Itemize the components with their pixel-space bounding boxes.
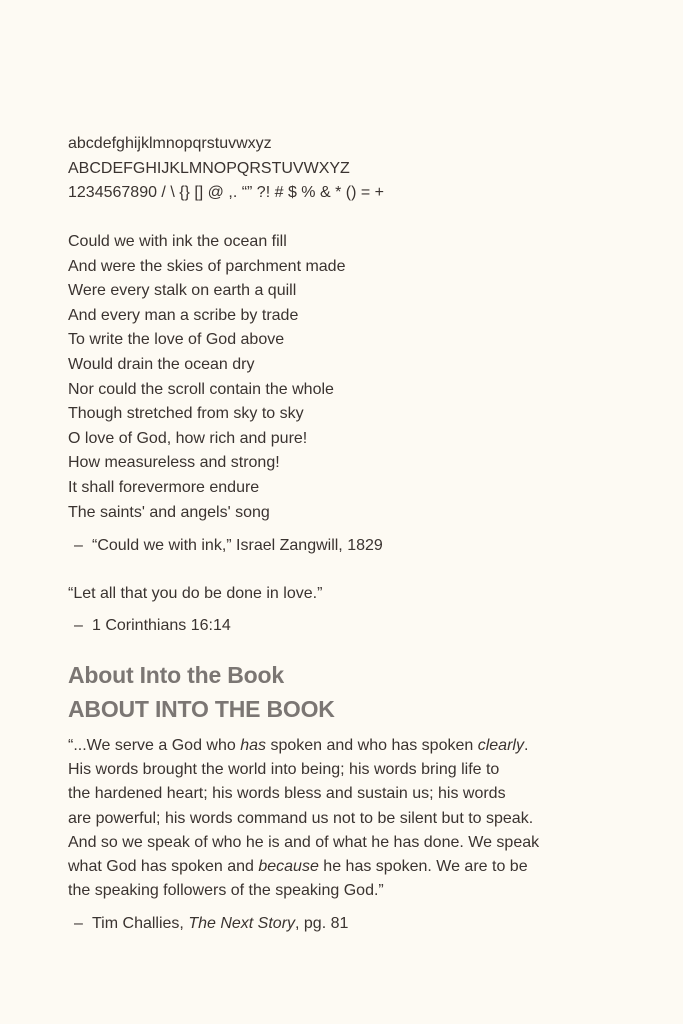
poem-line: O love of God, how rich and pure! [68, 429, 308, 447]
poem-line: Though stretched from sky to sky [68, 405, 304, 423]
attribution-dash: – [74, 915, 83, 932]
quote-emphasis: clearly [477, 737, 524, 754]
poem [68, 230, 623, 525]
attribution-dash: – [74, 617, 83, 634]
quote-text: what God has spoken and [68, 858, 259, 876]
quote-line: the hardened heart; his words bless and sustain us; his words [68, 785, 506, 803]
poem-line: And every man a scribe by trade [68, 306, 299, 324]
attribution-author: Tim Challies, [92, 915, 189, 932]
poem-line: How measureless and strong! [68, 454, 280, 472]
quote-line: are powerful; his words command us not to be silent but to speak. [68, 809, 534, 827]
quote-line [68, 855, 623, 879]
poem-line: The saints' and angels' song [68, 503, 270, 521]
poem-line: Nor could the scroll contain the whole [68, 380, 334, 398]
about-title-caps: ABOUT INTO THE BOOK [68, 696, 335, 722]
verse-attribution-text: 1 Corinthians 16:14 [92, 617, 231, 634]
about-title: About Into the Book [68, 662, 284, 688]
poem-attribution-text: “Could we with ink,” Israel Zangwill, 1829 [92, 537, 383, 554]
verse-attribution [68, 614, 623, 638]
attribution-book-title: The Next Story [188, 915, 296, 932]
specimen-symbols: 1234567890 / \ {} [] @ ,. “” ?! # $ % & * () = + [68, 184, 384, 202]
specimen-lowercase: abcdefghijklmnopqrstuvwxyz [68, 135, 272, 152]
quote-line [68, 734, 623, 758]
about-attribution [68, 912, 623, 936]
poem-line: It shall forevermore endure [68, 478, 260, 496]
quote-text: he has spoken. We are to be [318, 858, 528, 876]
poem-attribution [68, 534, 623, 558]
quote-line: And so we speak of who he is and of what he has done. We speak [68, 833, 540, 851]
attribution-dash: – [74, 537, 83, 554]
character-specimen [68, 132, 623, 206]
poem-line: Were every stalk on earth a quill [68, 282, 297, 300]
quote-emphasis: has [240, 737, 267, 754]
poem-line: To write the love of God above [68, 331, 285, 349]
verse-text: “Let all that you do be done in love.” [68, 585, 323, 602]
poem-line: Would drain the ocean dry [68, 355, 255, 373]
quote-text: “...We serve a God who [68, 737, 241, 754]
specimen-uppercase: ABCDEFGHIJKLMNOPQRSTUVWXYZ [68, 159, 350, 177]
poem-line: And were the skies of parchment made [68, 257, 346, 275]
attribution-page: , pg. 81 [295, 915, 349, 932]
quote-emphasis: because [258, 858, 319, 876]
quote-line: His words brought the world into being; his words bring life to [68, 761, 500, 779]
about-quote [68, 734, 623, 903]
quote-line: the speaking followers of the speaking God.” [68, 882, 384, 900]
quote-text: . [523, 737, 529, 754]
quote-text: spoken and who has spoken [266, 737, 478, 754]
poem-line: Could we with ink the ocean fill [68, 233, 287, 250]
about-section [68, 658, 623, 726]
verse [68, 582, 623, 607]
